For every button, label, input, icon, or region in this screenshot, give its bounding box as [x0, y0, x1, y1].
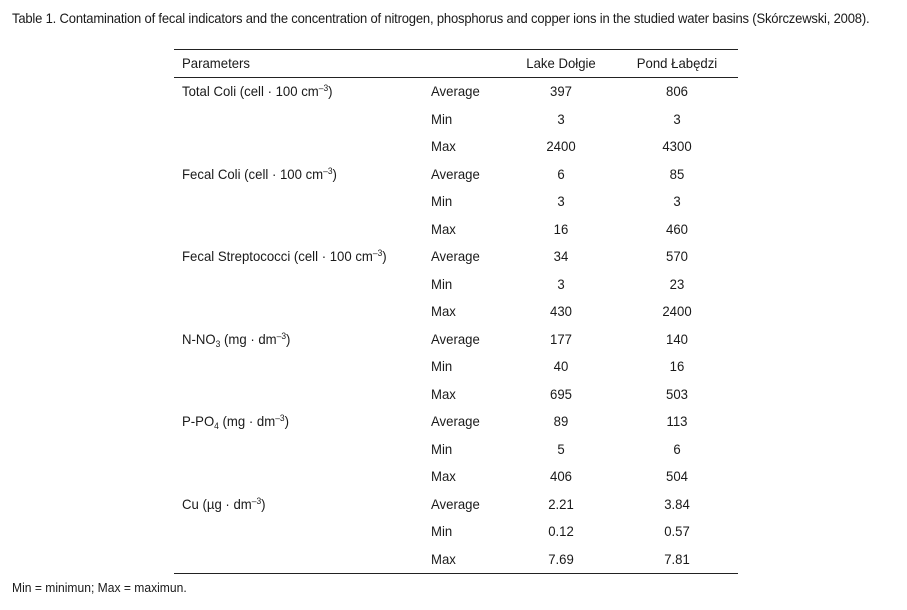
table-row	[174, 243, 738, 271]
pond-value: 7.81	[664, 550, 690, 567]
table-row	[174, 381, 738, 409]
table-footnote: Min = minimun; Max = maximun.	[12, 580, 187, 595]
stat-label: Average	[431, 413, 480, 429]
table-row	[174, 491, 738, 519]
lake-value: 406	[550, 468, 572, 484]
table-row	[174, 106, 738, 134]
pond-value: 460	[666, 220, 688, 237]
pond-value: 3	[673, 110, 681, 127]
stat-label: Min	[431, 440, 453, 457]
stat-label: Min	[431, 110, 453, 127]
stat-label: Average	[431, 248, 480, 264]
pond-value: 504	[666, 468, 688, 484]
lake-value: 3	[557, 110, 565, 127]
lake-value: 695	[550, 385, 572, 402]
lake-value: 177	[550, 330, 572, 347]
table-caption: Table 1. Contamination of fecal indicators and the concentration of nitrogen, phosphorus and copper ions in the studied water basins (Skórczewski, 2008).	[12, 10, 870, 26]
lake-value: 40	[553, 358, 569, 374]
table-row	[174, 518, 738, 546]
pond-value: 113	[666, 413, 688, 429]
table-row	[174, 161, 738, 189]
stat-label: Max	[431, 303, 456, 319]
pond-value: 2400	[662, 303, 692, 319]
table-header-row	[174, 50, 738, 77]
lake-value: 16	[553, 220, 569, 237]
pond-value: 16	[669, 358, 685, 374]
lake-value: 7.69	[548, 550, 574, 567]
stat-label: Min	[431, 523, 453, 539]
parameter-label: Fecal Streptococci (cell · 100 $cm^{-3}$)	[182, 248, 387, 264]
table-row	[174, 298, 738, 326]
stat-label: Max	[431, 138, 456, 154]
lake-value: 3	[557, 275, 565, 292]
pond-value: 503	[666, 385, 688, 402]
pond-value: 570	[666, 248, 688, 264]
stat-label: Max	[431, 385, 456, 402]
header-pond: Pond Łabędzi	[636, 55, 718, 71]
stat-label: Max	[431, 220, 456, 237]
pond-value: 23	[669, 275, 685, 292]
stat-label: Average	[431, 165, 480, 182]
table-row	[174, 408, 738, 436]
stat-label: Max	[431, 468, 456, 484]
table-row	[174, 436, 738, 464]
pond-value: 140	[666, 330, 688, 347]
lake-value: 6	[557, 165, 565, 182]
pond-value: 6	[673, 440, 681, 457]
table-body	[174, 78, 738, 573]
lake-value: 3	[557, 193, 565, 209]
stat-label: Min	[431, 193, 453, 209]
table-row	[174, 133, 738, 161]
pond-value: 806	[666, 83, 688, 99]
table-row	[174, 188, 738, 216]
lake-value: 34	[553, 248, 569, 264]
header-lake: Lake Dołgie	[526, 55, 596, 71]
pond-value: 3	[673, 193, 681, 209]
lake-value: 0.12	[548, 523, 574, 539]
lake-value: 430	[550, 303, 572, 319]
table-row	[174, 216, 738, 244]
stat-label: Average	[431, 330, 480, 347]
table-row	[174, 546, 738, 574]
parameter-label: $N-NO_3$ $(mg \cdot dm^{-3})$	[182, 330, 291, 349]
stat-label: Min	[431, 358, 453, 374]
parameter-label: Fecal Coli (cell · 100 $cm^{-3}$)	[182, 165, 337, 182]
header-parameters: Parameters	[182, 55, 251, 71]
lake-value: 2.21	[548, 495, 574, 512]
bottom-rule	[174, 573, 738, 574]
parameter-label: Total Coli (cell · 100 $cm^{-3}$)	[182, 83, 333, 99]
table-row	[174, 271, 738, 299]
lake-value: 5	[557, 440, 565, 457]
table-row	[174, 353, 738, 381]
stat-label: Max	[431, 550, 456, 567]
pond-value: 85	[669, 165, 685, 182]
table-row	[174, 463, 738, 491]
table-row	[174, 326, 738, 354]
lake-value: 397	[550, 83, 572, 99]
stat-label: Average	[431, 83, 480, 99]
stat-label: Average	[431, 495, 480, 512]
pond-value: 4300	[662, 138, 692, 154]
lake-value: 89	[553, 413, 569, 429]
table-row	[174, 78, 738, 106]
parameter-label: Cu $(\mu g \cdot dm^{-3})$	[182, 495, 266, 512]
pond-value: 0.57	[664, 523, 690, 539]
stat-label: Min	[431, 275, 453, 292]
parameter-label: $P-PO_4$ $(mg \cdot dm^{-3})$	[182, 413, 289, 431]
lake-value: 2400	[546, 138, 576, 154]
pond-value: 3.84	[664, 495, 690, 512]
data-table	[174, 49, 738, 574]
